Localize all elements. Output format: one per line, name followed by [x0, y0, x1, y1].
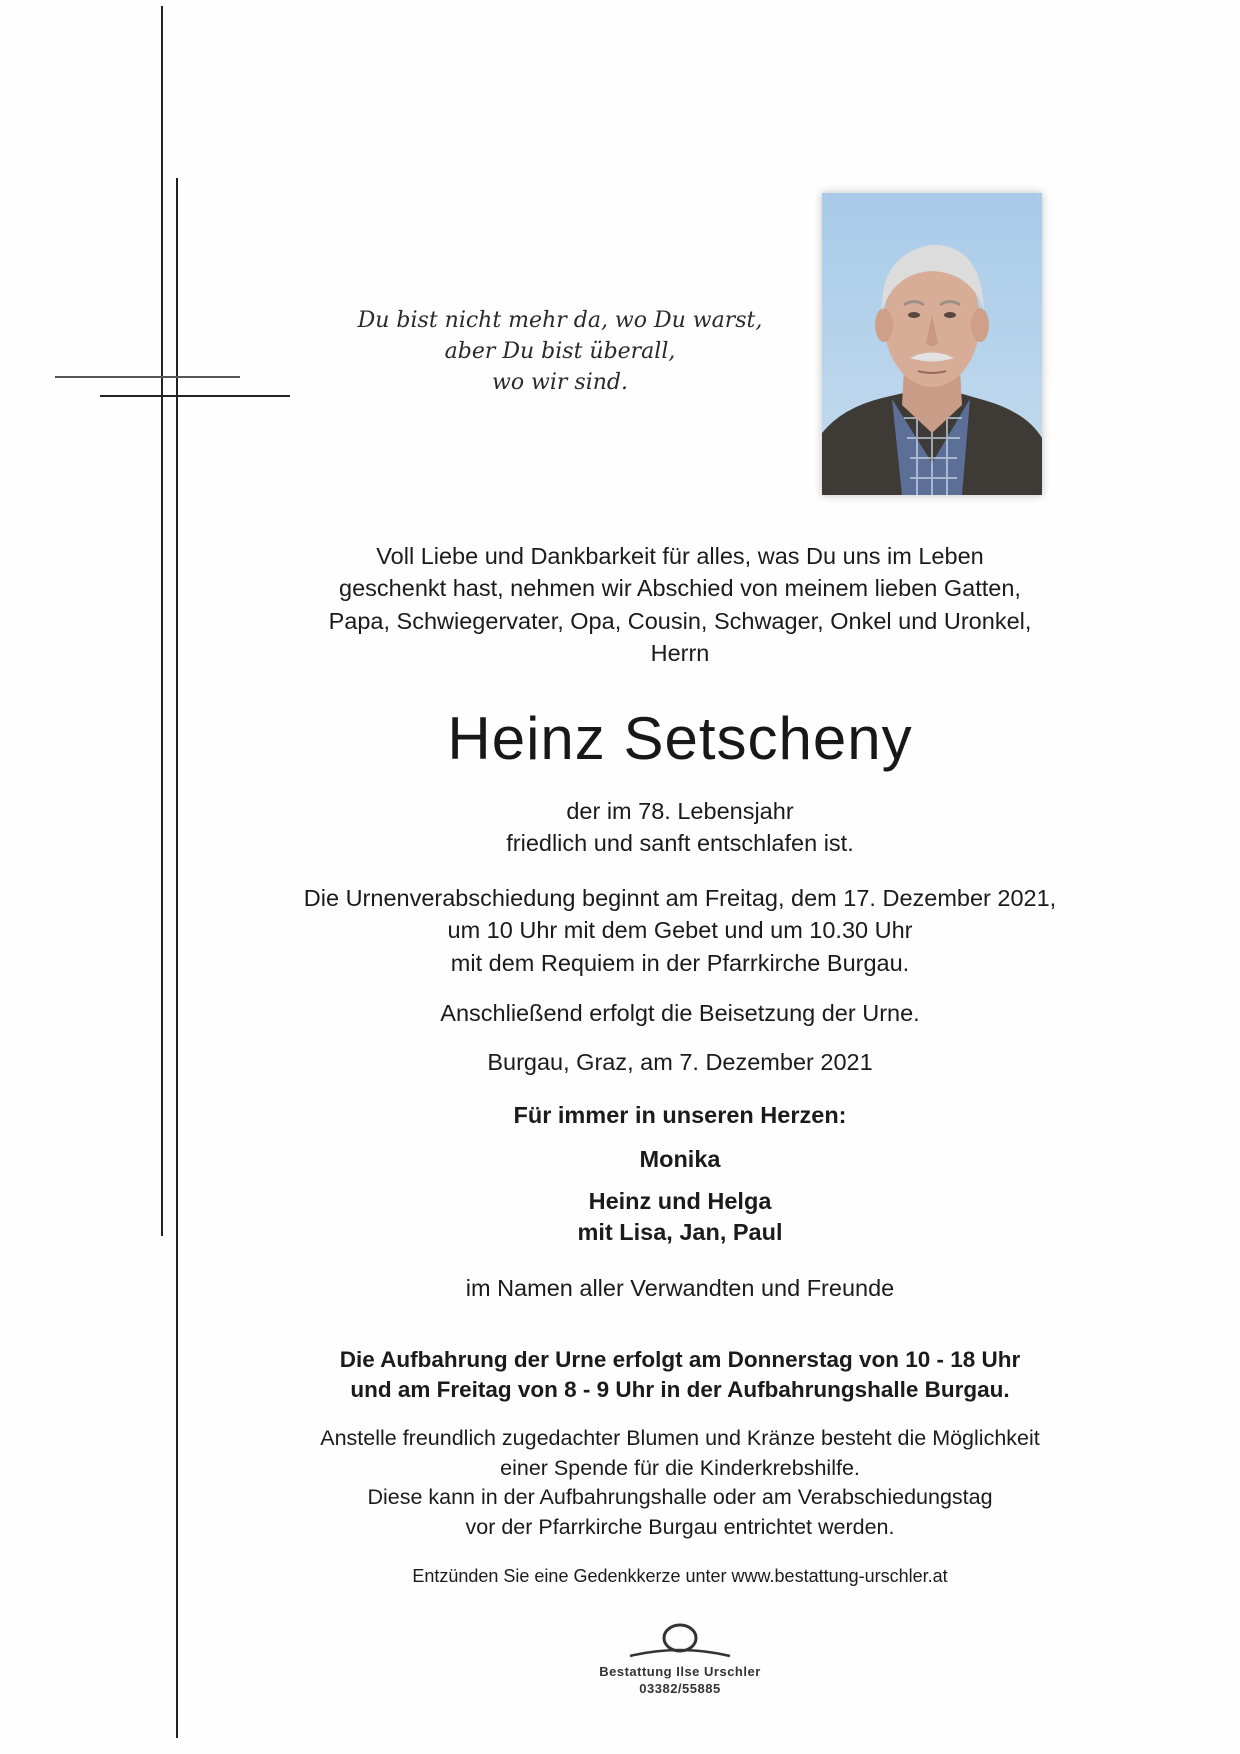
donation-line: Diese kann in der Aufbahrungshalle oder am Verabschiedungstag	[367, 1485, 993, 1510]
mourners-others: im Namen aller Verwandten und Freunde	[465, 1275, 895, 1301]
ceremony-line: Die Urnenverabschiedung beginnt am Freitag, dem 17. Dezember 2021,	[303, 885, 1057, 911]
quote-line: Du bist nicht mehr da, wo Du warst,	[357, 308, 763, 333]
portrait-photo	[822, 193, 1042, 495]
ceremony-line: um 10 Uhr mit dem Gebet und um 10.30 Uhr	[447, 917, 913, 944]
donation-line: einer Spende für die Kinderkrebshilfe.	[500, 1455, 860, 1480]
mourner-child: Heinz und Helga	[588, 1188, 772, 1214]
age-line: der im 78. Lebensjahr	[566, 798, 794, 824]
cross-vertical-line-right	[176, 178, 178, 1738]
funeral-home-name: Bestattung Ilse Urschler	[599, 1664, 761, 1679]
ceremony-line: mit dem Requiem in der Pfarrkirche Burgau.	[450, 949, 910, 976]
burial-note: Anschließend erfolgt die Beisetzung der Urne.	[440, 1000, 920, 1026]
quote-line: aber Du bist überall,	[444, 339, 676, 365]
donation-note	[250, 1424, 1110, 1543]
mourner-spouse: Monika	[639, 1146, 721, 1172]
funeral-home-info	[480, 1664, 880, 1698]
donation-line: vor der Pfarrkirche Burgau entrichtet werden.	[465, 1514, 895, 1539]
memorial-candle-note: Entzünden Sie eine Gedenkkerze unter www.bestattung-urschler.at	[412, 1566, 948, 1586]
intro-line: Herrn	[650, 640, 710, 667]
viewing-line: Die Aufbahrung der Urne erfolgt am Donnerstag von 10 - 18 Uhr	[339, 1347, 1021, 1372]
viewing-details	[280, 1345, 1080, 1406]
funeral-home-logo	[610, 1618, 750, 1666]
deceased-name: Heinz Setscheny	[447, 705, 913, 772]
cross-vertical-line-left	[161, 6, 163, 1236]
viewing-line: und am Freitag von 8 - 9 Uhr in der Aufbahrungshalle Burgau.	[350, 1377, 1010, 1403]
place-and-date: Burgau, Graz, am 7. Dezember 2021	[487, 1049, 873, 1075]
funeral-home-phone: 03382/55885	[639, 1680, 721, 1696]
farewell-intro	[280, 540, 1080, 670]
cross-horizontal-line-lower	[100, 395, 290, 397]
cross-horizontal-line-upper	[55, 376, 240, 378]
donation-line: Anstelle freundlich zugedachter Blumen und Kränze besteht die Möglichkeit	[320, 1426, 1040, 1450]
age-statement	[380, 795, 980, 860]
age-line: friedlich und sanft entschlafen ist.	[506, 830, 854, 857]
mourners-heading: Für immer in unseren Herzen:	[513, 1102, 847, 1128]
mourner-grandchildren: mit Lisa, Jan, Paul	[577, 1218, 783, 1245]
memorial-quote	[300, 305, 820, 399]
intro-line: Papa, Schwiegervater, Opa, Cousin, Schwager, Onkel und Uronkel,	[328, 607, 1032, 634]
ceremony-details	[270, 882, 1090, 979]
quote-line: wo wir sind.	[491, 370, 629, 396]
intro-line: geschenkt hast, nehmen wir Abschied von meinem lieben Gatten,	[339, 575, 1021, 602]
mourners-family	[380, 1186, 980, 1247]
intro-line: Voll Liebe und Dankbarkeit für alles, was Du uns im Leben	[376, 543, 984, 569]
